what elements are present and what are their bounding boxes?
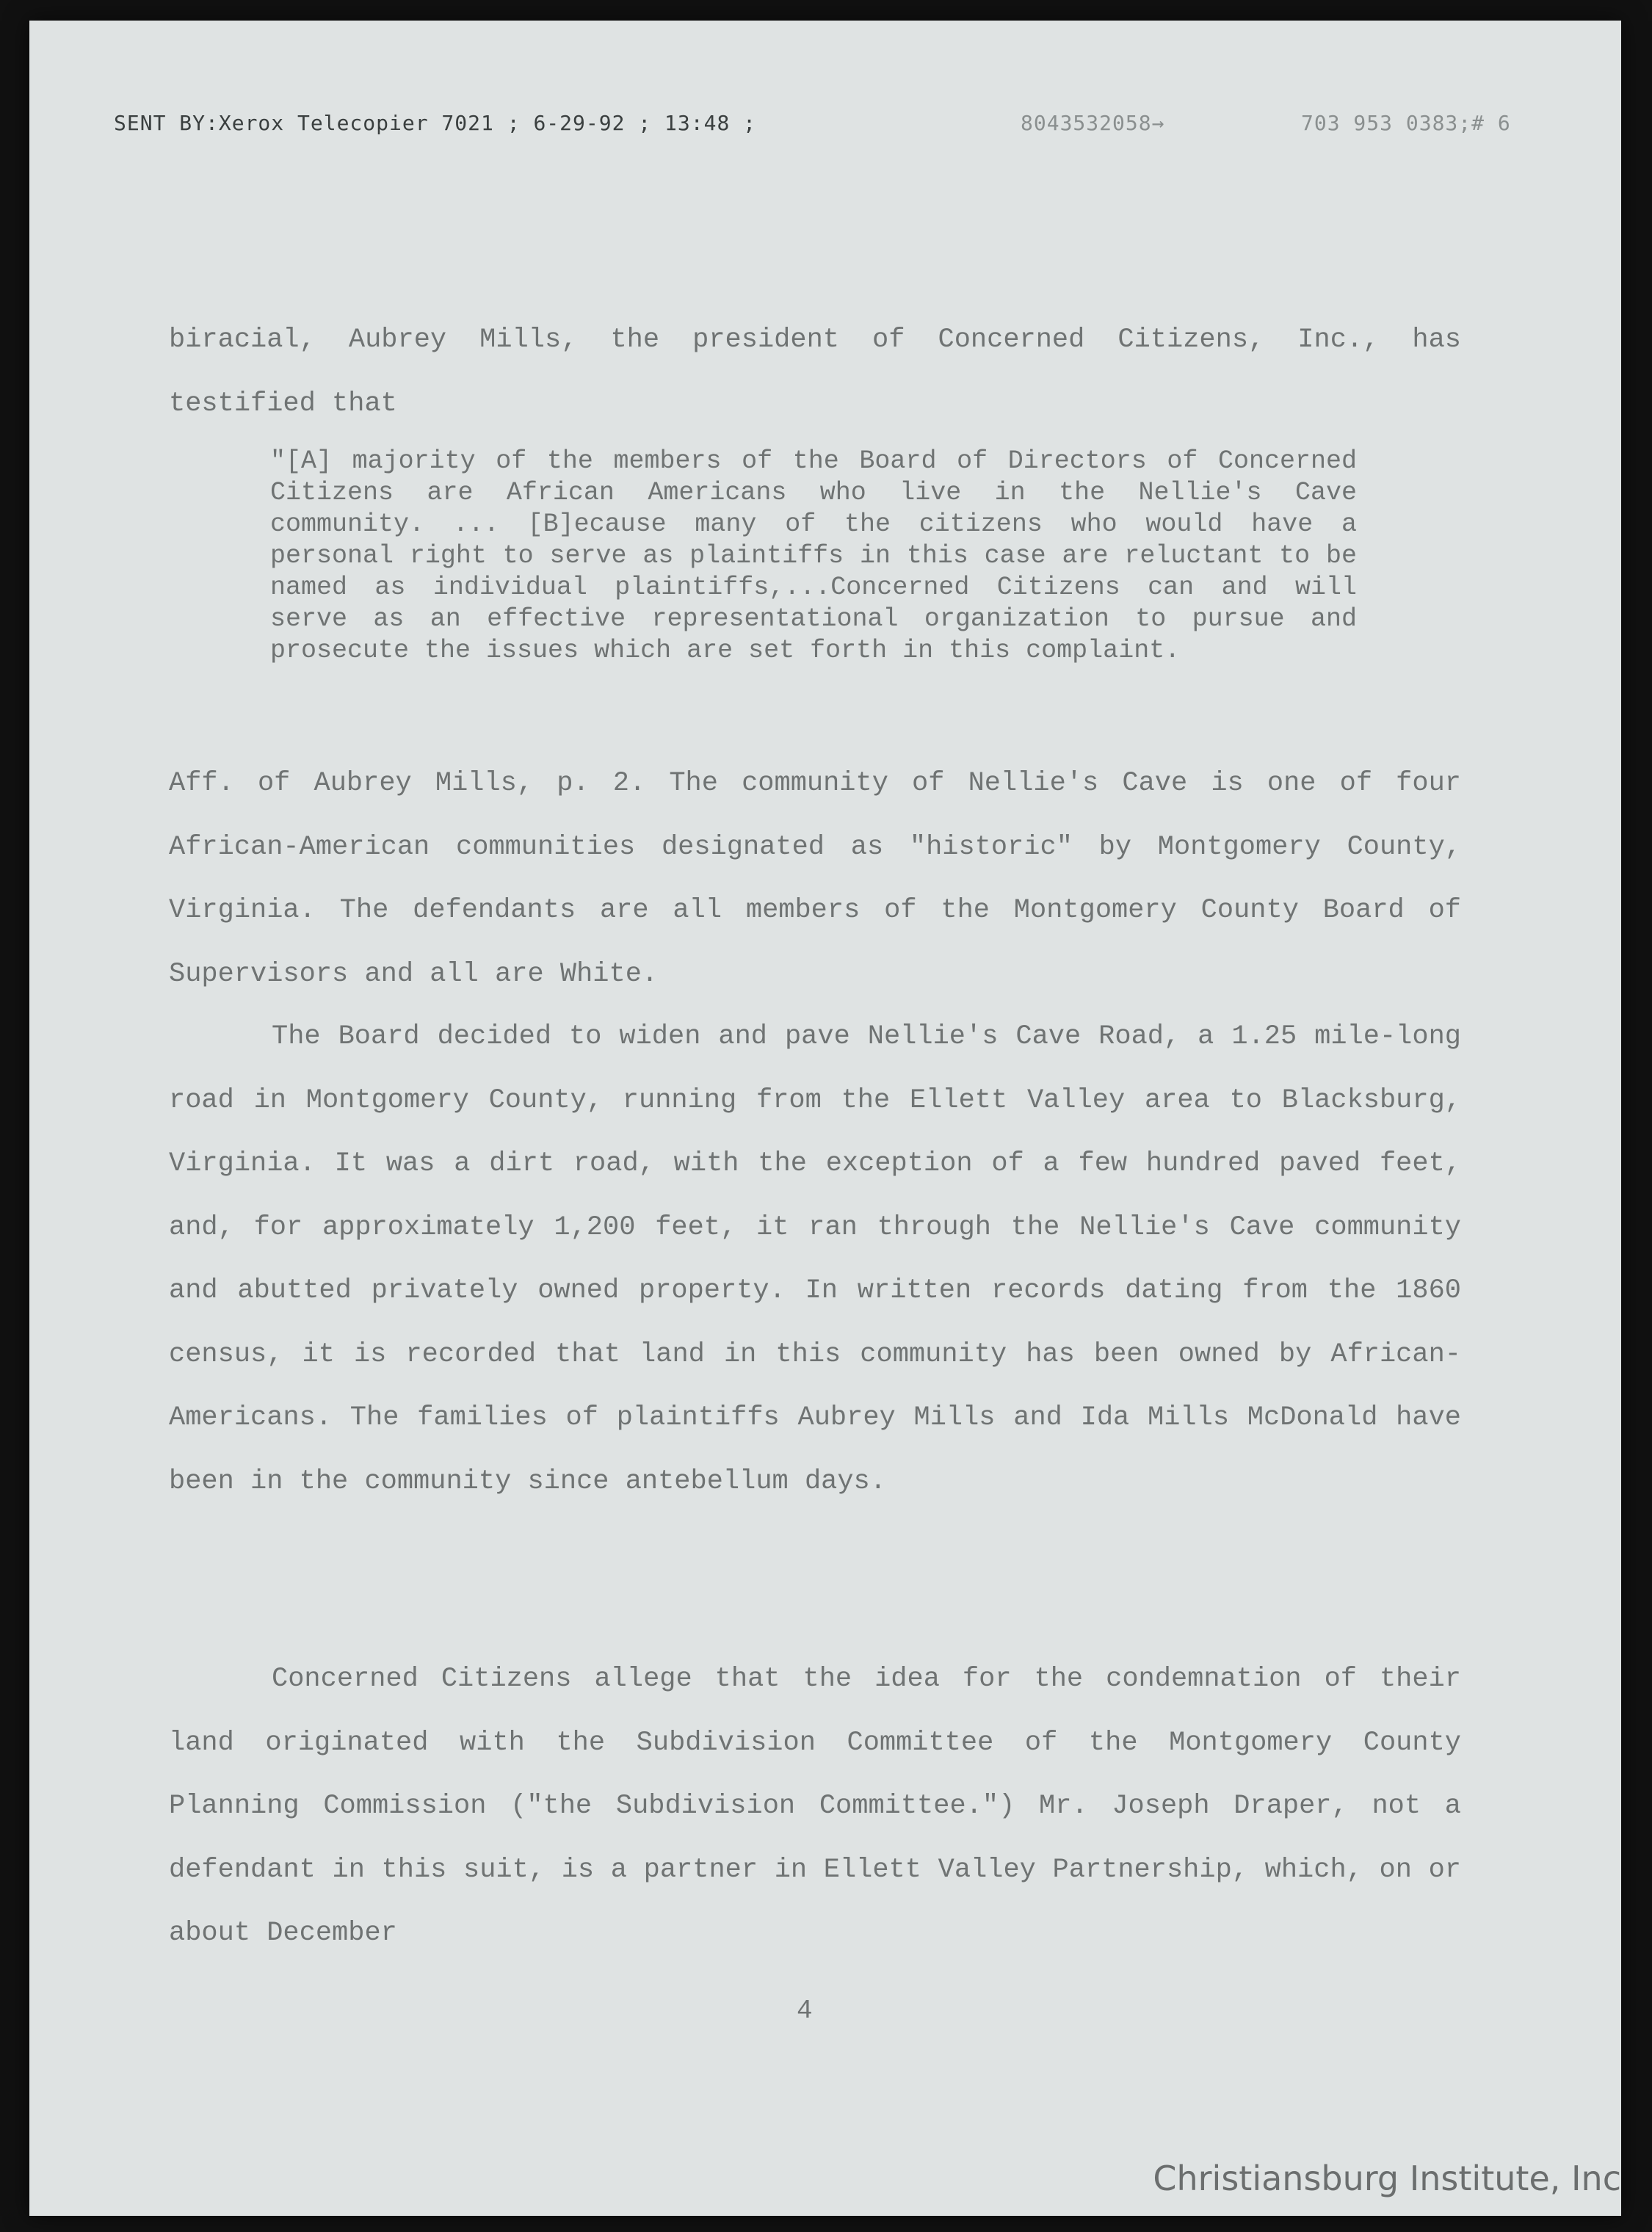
fax-sender-header: SENT BY:Xerox Telecopier 7021 ; 6-29-92 ; 13:48 ; [114, 111, 757, 135]
fax-from-number: 8043532058→ [1021, 111, 1165, 135]
block-quote: "[A] majority of the members of the Board of Directors of Concerned Citizens are African Americans who live in the Nellie's Cave community. ... [B]ecause many of the citizens who would have a personal right to serve as plaintiffs in this case are reluctant to be named as individual plaintiffs,...Concerned Citizens can and will serve as an effective representational organization to pursue and prosecute the issues which are set forth in this complaint. [270, 446, 1357, 665]
paragraph-road: The Board decided to widen and pave Nellie's Cave Road, a 1.25 mile-long road in Montgomery County, running from the Ellett Valley area to Blacksburg, Virginia. It was a dirt road, with the exception of a few hundred paved feet, and, for approximately 1,200 feet, it ran through the Nellie's Cave community and abutted privately owned property. In written records dating from the 1860 census, it is recorded that land in this community has been owned by African-Americans. The families of plaintiffs Aubrey Mills and Ida Mills McDonald have been in the community since antebellum days. [169, 1021, 1461, 1497]
watermark: Christiansburg Institute, Inc [1153, 2159, 1621, 2198]
paragraph-intro: biracial, Aubrey Mills, the president of Concerned Citizens, Inc., has testified that [169, 325, 1461, 419]
document-page [29, 21, 1621, 2216]
page-number: 4 [797, 1996, 813, 2026]
paragraph-community: Aff. of Aubrey Mills, p. 2. The community of Nellie's Cave is one of four African-American communities designated as "historic" by Montgomery County, Virginia. The defendants are all members of the Montgomery County Board of Supervisors and all are White. [169, 768, 1461, 990]
fax-to-number: 703 953 0383;# 6 [1301, 111, 1511, 135]
paragraph-allegation: Concerned Citizens allege that the idea for the condemnation of their land originated with the Subdivision Committee of the Montgomery County Planning Commission ("the Subdivision Committee.") Mr. Joseph Draper, not a defendant in this suit, is a partner in Ellett Valley Partnership, which, on or about December [169, 1664, 1461, 1949]
